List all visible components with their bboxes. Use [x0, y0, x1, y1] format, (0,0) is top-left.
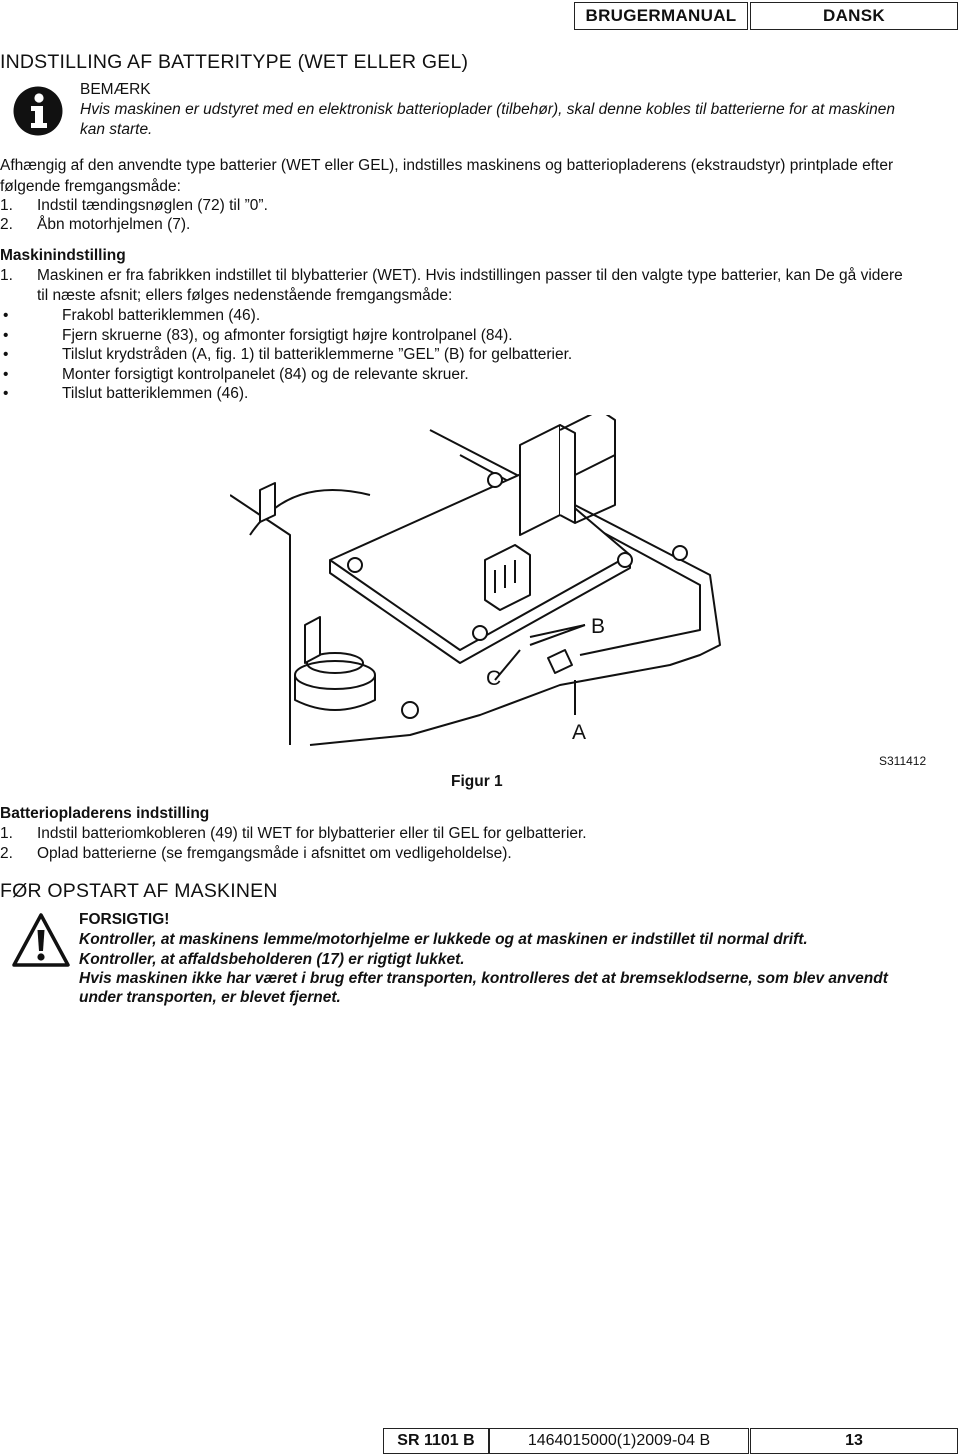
section-title-before-start: FØR OPSTART AF MASKINEN: [0, 880, 278, 902]
figure-code: S311412: [879, 754, 927, 768]
figure-label-c: C: [486, 667, 502, 690]
charger-step-2-text: Oplad batterierne (se fremgangsmåde i afsnittet om vedligeholdelse).: [37, 845, 512, 862]
note-text-line1: Hvis maskinen er udstyret med en elektronisk batterioplader (tilbehør), skal denne kobles til batterierne for at maskinen: [80, 101, 895, 118]
bullet-1-text: Frakobl batteriklemmen (46).: [62, 307, 261, 324]
figure-illustration: [230, 415, 730, 755]
step-1-num: 1.: [0, 197, 13, 214]
bullet-4-text: Monter forsigtigt kontrolpanelet (84) og de relevante skruer.: [62, 366, 469, 383]
machine-setting-title: Maskinindstilling: [0, 247, 126, 264]
machine-step-line2: til næste afsnit; ellers følges nedenstående fremgangsmåde:: [37, 287, 453, 304]
warning-icon: [12, 912, 70, 970]
header-manual-label: BRUGERMANUAL: [574, 2, 748, 30]
figure-label-b: B: [591, 615, 606, 638]
warning-line-3: Hvis maskinen ikke har været i brug efter transporten, kontrolleres det at bremseklodserne, som blev anvendt: [79, 970, 888, 987]
footer-page: 13: [750, 1428, 958, 1454]
info-icon: [13, 86, 63, 136]
warning-label: FORSIGTIG!: [79, 911, 170, 928]
note-text-line2: kan starte.: [80, 121, 153, 138]
header-language: DANSK: [750, 2, 958, 30]
intro-line2: følgende fremgangsmåde:: [0, 178, 181, 195]
step-2-text: Åbn motorhjelmen (7).: [37, 216, 191, 233]
footer-doc-number: 1464015000(1)2009-04 B: [489, 1428, 749, 1454]
charger-step-2-num: 2.: [0, 845, 13, 862]
bullet-5-text: Tilslut batteriklemmen (46).: [62, 385, 249, 402]
charger-step-1-text: Indstil batteriomkobleren (49) til WET for blybatterier eller til GEL for gelbatterier.: [37, 825, 587, 842]
warning-line-4: under transporten, er blevet fjernet.: [79, 989, 341, 1006]
note-label: BEMÆRK: [80, 81, 151, 98]
charger-step-1-num: 1.: [0, 825, 13, 842]
figure-caption: Figur 1: [451, 773, 503, 790]
machine-step-num: 1.: [0, 267, 13, 284]
warning-line-1: Kontroller, at maskinens lemme/motorhjelme er lukkede og at maskinen er indstillet til normal drift.: [79, 931, 808, 948]
charger-setting-title: Batteriopladerens indstilling: [0, 805, 210, 822]
bullet-2-text: Fjern skruerne (83), og afmonter forsigtigt højre kontrolpanel (84).: [62, 327, 513, 344]
machine-step-line1: Maskinen er fra fabrikken indstillet til blybatterier (WET). Hvis indstillingen passer til den valgte type batterier, kan De gå videre: [37, 267, 903, 284]
step-1-text: Indstil tændingsnøglen (72) til ”0”.: [37, 197, 268, 214]
section-title-battery-type: INDSTILLING AF BATTERITYPE (WET ELLER GEL): [0, 51, 469, 73]
warning-line-2: Kontroller, at affaldsbeholderen (17) er rigtigt lukket.: [79, 951, 465, 968]
step-2-num: 2.: [0, 216, 13, 233]
figure-label-a: A: [572, 721, 587, 744]
intro-line1: Afhængig af den anvendte type batterier (WET eller GEL), indstilles maskinens og batteriopladerens (ekstraudstyr) printplade efter: [0, 157, 894, 174]
bullet-3-text: Tilslut krydstråden (A, fig. 1) til batteriklemmerne ”GEL” (B) for gelbatterier.: [62, 346, 573, 363]
footer-model: SR 1101 B: [383, 1428, 489, 1454]
